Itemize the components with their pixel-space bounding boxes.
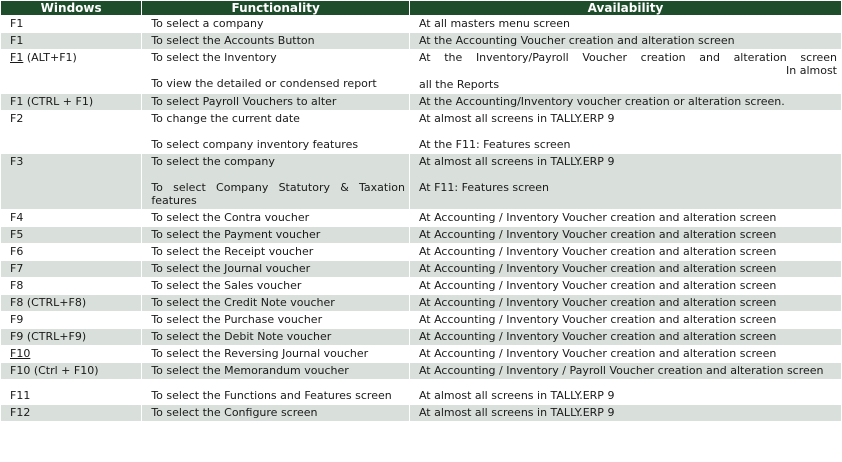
function-cell: To select the Receipt voucher bbox=[142, 244, 409, 260]
function-cell: To select the Sales voucher bbox=[142, 278, 409, 294]
availability-cell bbox=[410, 380, 841, 404]
function-line: To change the current date bbox=[151, 112, 300, 125]
function-cell: To select Payroll Vouchers to alter bbox=[142, 94, 409, 110]
function-cell bbox=[142, 111, 409, 153]
function-line: To select the Inventory bbox=[151, 51, 277, 64]
table-row bbox=[1, 312, 841, 328]
function-line: To view the detailed or condensed report bbox=[151, 77, 377, 90]
availability-cell: At the Accounting Voucher creation and alteration screen bbox=[410, 33, 841, 49]
function-line: To select the Functions and Features screen bbox=[151, 389, 392, 402]
function-cell bbox=[142, 380, 409, 404]
function-cell: To select the Reversing Journal voucher bbox=[142, 346, 409, 362]
key-cell: F1 (CTRL + F1) bbox=[1, 94, 141, 110]
table-row bbox=[1, 261, 841, 277]
key-text: F11 bbox=[10, 389, 31, 402]
function-cell: To select the Memorandum voucher bbox=[142, 363, 409, 379]
availability-line: In almost bbox=[786, 64, 837, 77]
availability-line: At almost all screens in TALLY.ERP 9 bbox=[418, 155, 615, 168]
availability-cell: At Accounting / Inventory / Payroll Voucher creation and alteration screen bbox=[410, 363, 841, 379]
availability-line: At almost all screens in TALLY.ERP 9 bbox=[418, 112, 615, 125]
availability-cell bbox=[410, 154, 841, 209]
key-cell bbox=[1, 50, 141, 93]
availability-line: At almost all screens in TALLY.ERP 9 bbox=[418, 389, 615, 402]
key-cell: F2 bbox=[1, 111, 141, 153]
key-cell: F7 bbox=[1, 261, 141, 277]
function-cell: To select the Accounts Button bbox=[142, 33, 409, 49]
function-cell: To select the Configure screen bbox=[142, 405, 409, 421]
key-cell: F6 bbox=[1, 244, 141, 260]
availability-cell bbox=[410, 111, 841, 153]
availability-cell: At Accounting / Inventory Voucher creation and alteration screen bbox=[410, 295, 841, 311]
table-row bbox=[1, 227, 841, 243]
key-cell: F8 bbox=[1, 278, 141, 294]
function-line: To select Company Statutory & Taxation features bbox=[151, 181, 405, 207]
key-cell: F12 bbox=[1, 405, 141, 421]
header-functionality: Functionality bbox=[142, 1, 409, 15]
key-underlined: F1 bbox=[10, 51, 24, 64]
function-cell bbox=[142, 50, 409, 93]
table-row bbox=[1, 329, 841, 345]
table-row bbox=[1, 405, 841, 421]
key-cell: F10 (Ctrl + F10) bbox=[1, 363, 141, 379]
availability-cell: At Accounting / Inventory Voucher creation and alteration screen bbox=[410, 261, 841, 277]
availability-cell: At the Accounting/Inventory voucher creation or alteration screen. bbox=[410, 94, 841, 110]
header-row bbox=[1, 1, 841, 15]
function-cell: To select the Contra voucher bbox=[142, 210, 409, 226]
key-cell: F9 (CTRL+F9) bbox=[1, 329, 141, 345]
key-cell: F5 bbox=[1, 227, 141, 243]
table-row bbox=[1, 244, 841, 260]
availability-cell: At Accounting / Inventory Voucher creation and alteration screen bbox=[410, 210, 841, 226]
availability-line: At the Inventory/Payroll Voucher creation and alteration screen bbox=[418, 51, 837, 64]
function-cell bbox=[142, 154, 409, 209]
key-cell: F1 bbox=[1, 16, 141, 32]
key-cell: F8 (CTRL+F8) bbox=[1, 295, 141, 311]
function-line: To select the company bbox=[151, 155, 275, 168]
availability-line: At the F11: Features screen bbox=[418, 138, 571, 151]
availability-cell: At Accounting / Inventory Voucher creation and alteration screen bbox=[410, 312, 841, 328]
table-row bbox=[1, 50, 841, 93]
function-cell: To select the Purchase voucher bbox=[142, 312, 409, 328]
table-row bbox=[1, 380, 841, 404]
key-cell: F9 bbox=[1, 312, 141, 328]
table-row bbox=[1, 278, 841, 294]
availability-cell: At almost all screens in TALLY.ERP 9 bbox=[410, 405, 841, 421]
function-cell: To select a company bbox=[142, 16, 409, 32]
table-row bbox=[1, 16, 841, 32]
availability-cell: At Accounting / Inventory Voucher creation and alteration screen bbox=[410, 227, 841, 243]
table-row bbox=[1, 33, 841, 49]
key-cell bbox=[1, 380, 141, 404]
function-cell: To select the Journal voucher bbox=[142, 261, 409, 277]
availability-line: all the Reports bbox=[418, 78, 500, 91]
table-row bbox=[1, 111, 841, 153]
availability-cell: At Accounting / Inventory Voucher creation and alteration screen bbox=[410, 329, 841, 345]
key-cell: F1 bbox=[1, 33, 141, 49]
key-modifier: (ALT+F1) bbox=[23, 51, 77, 64]
availability-cell: At Accounting / Inventory Voucher creation and alteration screen bbox=[410, 278, 841, 294]
table-row bbox=[1, 346, 841, 362]
table-row bbox=[1, 154, 841, 209]
header-windows: Windows bbox=[1, 1, 141, 15]
availability-line: At F11: Features screen bbox=[418, 181, 549, 194]
function-line: To select company inventory features bbox=[151, 138, 359, 151]
table-row bbox=[1, 94, 841, 110]
key-cell bbox=[1, 346, 141, 362]
function-cell: To select the Credit Note voucher bbox=[142, 295, 409, 311]
function-cell: To select the Debit Note voucher bbox=[142, 329, 409, 345]
header-availability: Availability bbox=[410, 1, 841, 15]
availability-cell: At Accounting / Inventory Voucher creation and alteration screen bbox=[410, 244, 841, 260]
key-underlined: F10 bbox=[10, 347, 31, 360]
table-row bbox=[1, 295, 841, 311]
key-cell: F3 bbox=[1, 154, 141, 209]
table-row bbox=[1, 363, 841, 379]
availability-cell: At Accounting / Inventory Voucher creation and alteration screen bbox=[410, 346, 841, 362]
table-row bbox=[1, 210, 841, 226]
key-cell: F4 bbox=[1, 210, 141, 226]
availability-cell: At all masters menu screen bbox=[410, 16, 841, 32]
function-cell: To select the Payment voucher bbox=[142, 227, 409, 243]
availability-cell bbox=[410, 50, 841, 93]
